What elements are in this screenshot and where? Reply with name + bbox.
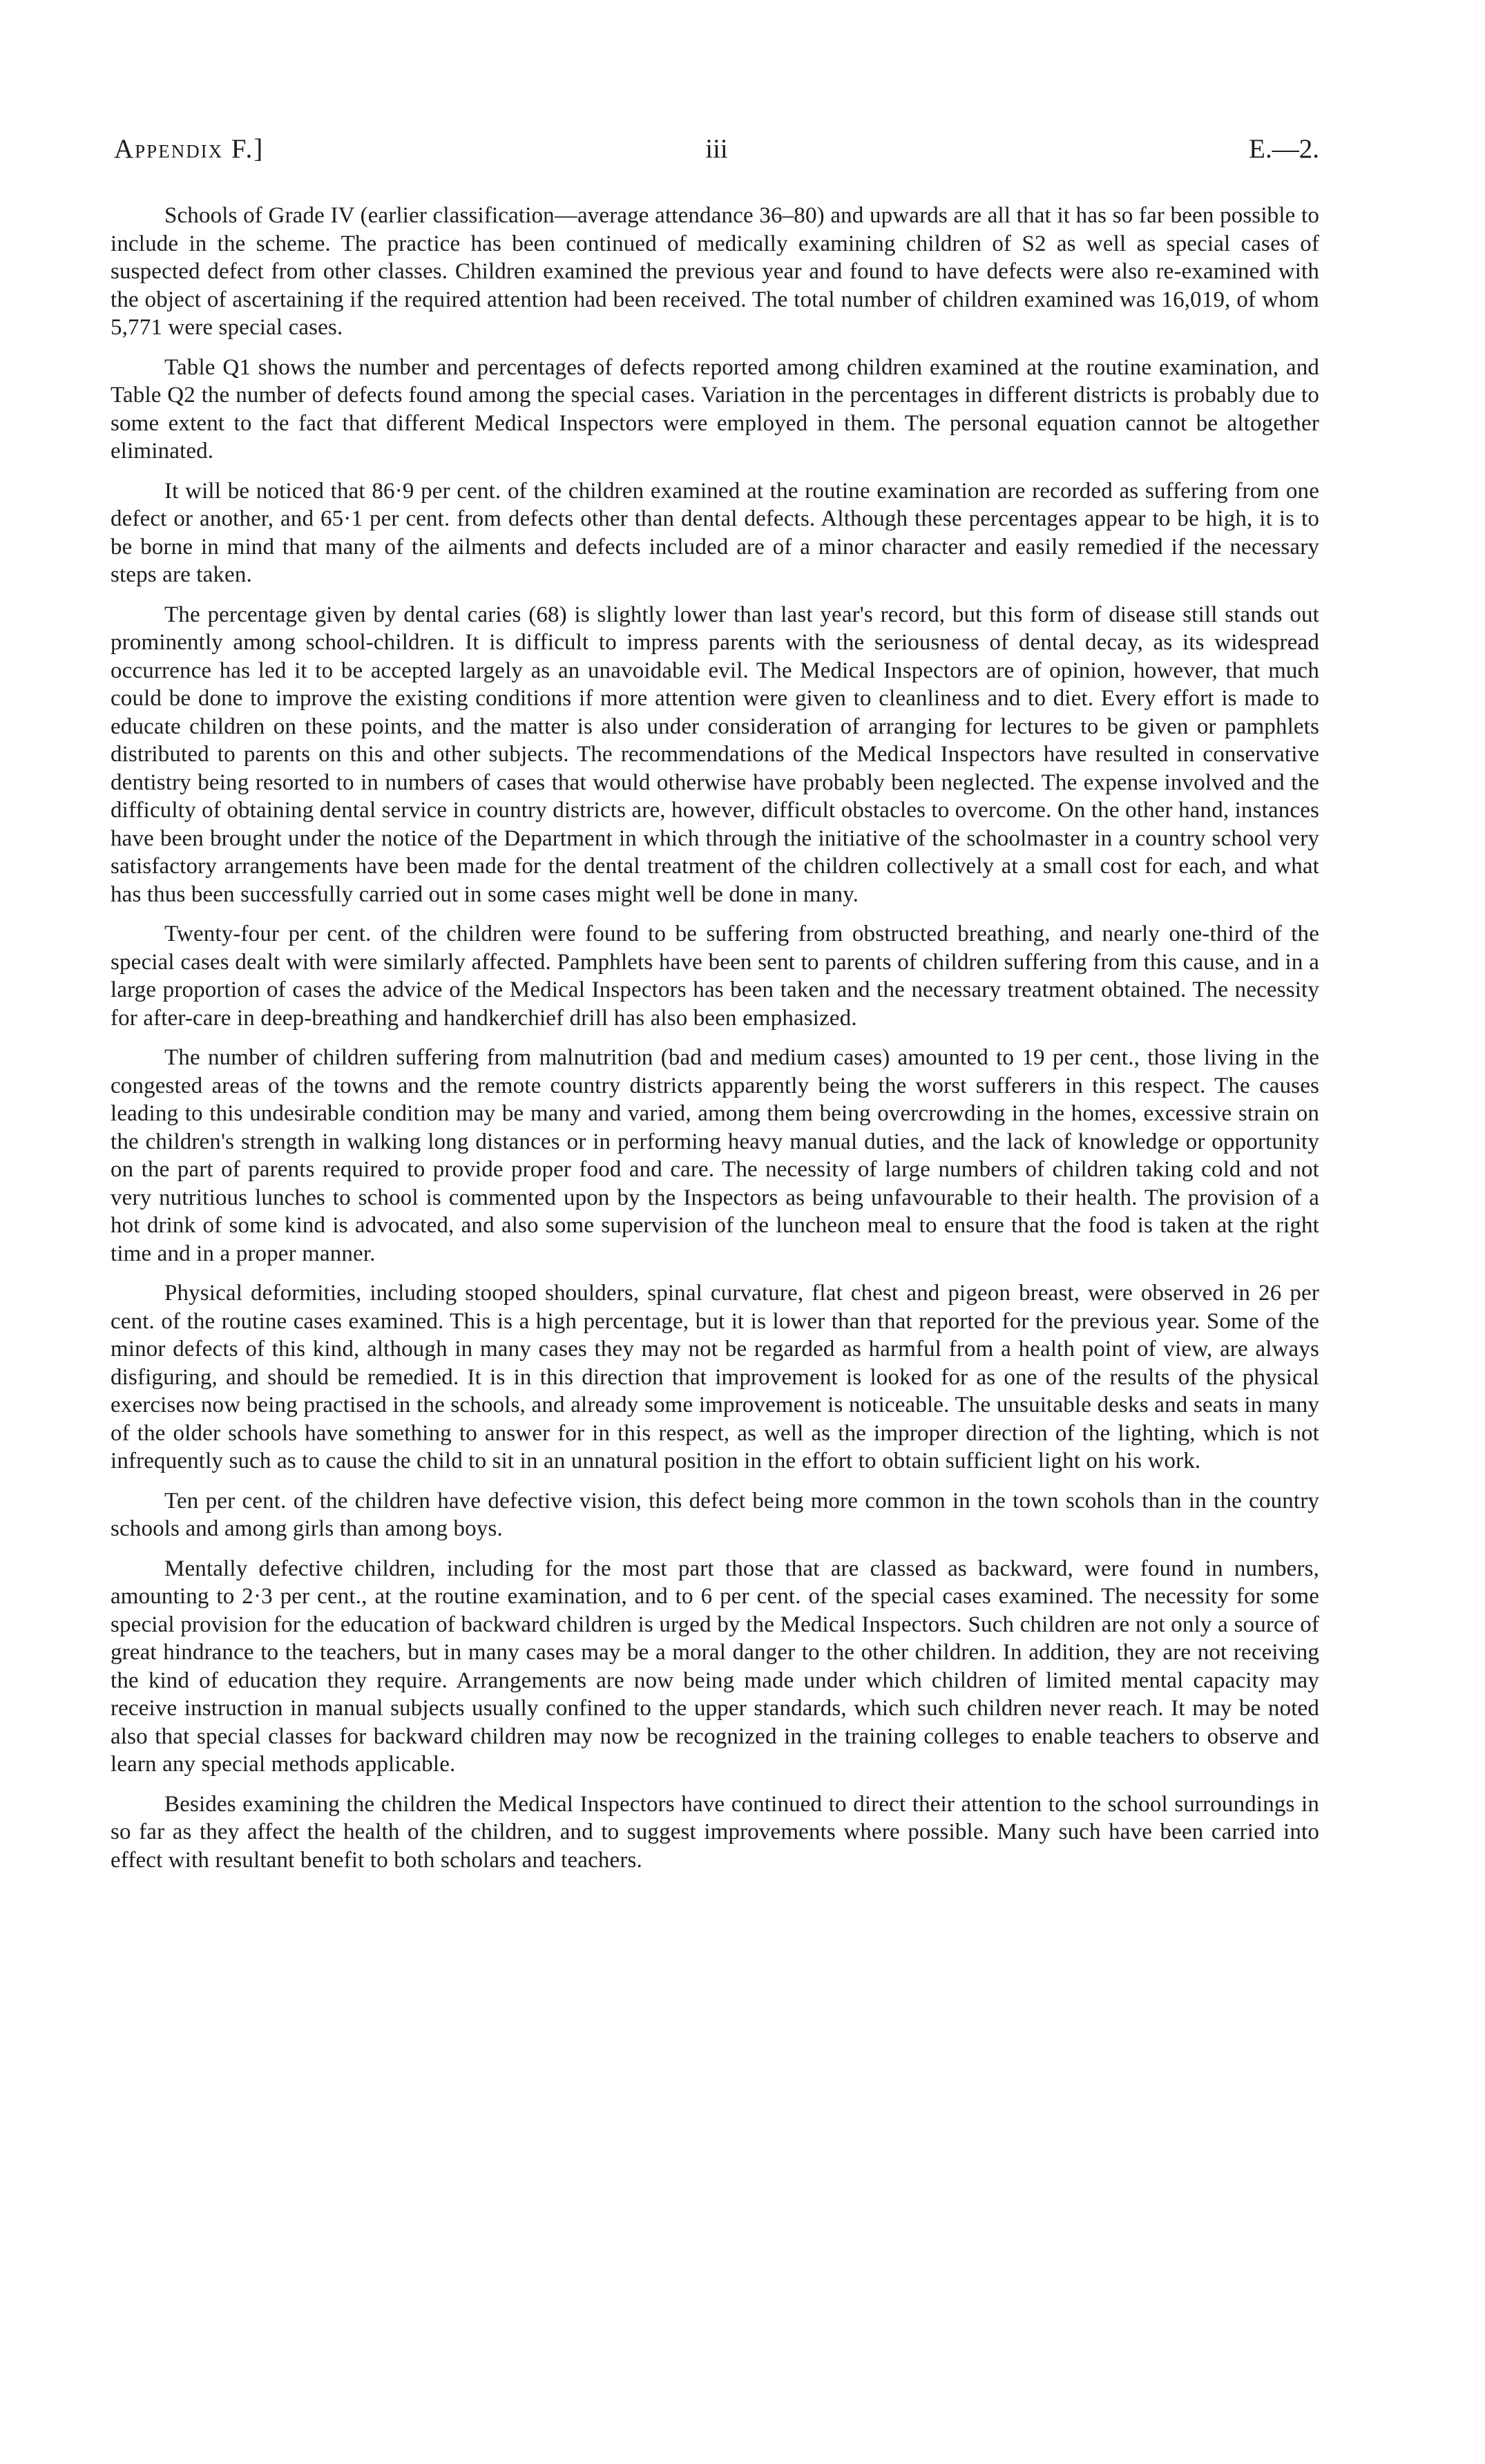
appendix-label: Appendix F.] (114, 134, 265, 164)
page-header (114, 128, 1319, 170)
page-number: iii (705, 134, 728, 164)
paragraph-obstructed-breathing: Twenty-four per cent. of the children were found to be suffering from obstructed breathing, and nearly one-third of the special cases dealt with were similarly affected. Pamphlets have been sent to parents of children suffering from this cause, and in a large proportion of cases the advice of the Medical Inspectors has been taken and the necessary treatment obtained. The necessity for after-care in deep-breathing and handkerchief drill has also been emphasized. (111, 921, 1319, 1031)
paragraph-defective-vision: Ten per cent. of the children have defective vision, this defect being more common in the town scohols than in the country schools and among girls than among boys. (111, 1488, 1319, 1541)
paragraph-malnutrition: The number of children suffering from malnutrition (bad and medium cases) amounted to 19 per cent., those living in the congested areas of the towns and the remote country districts apparently being the worst sufferers in this respect. The causes leading to this undesirable condition may be many and varied, among them being overcrowding in the homes, excessive strain on the children's strength in walking long distances or in performing heavy manual duties, and the lack of knowledge or opportunity on the part of parents required to provide proper food and care. The necessity of large numbers of children taking cold and not very nutritious lunches to school is commented upon by the Inspectors as being unfavourable to their health. The provision of a hot drink of some kind is advocated, and also some supervision of the luncheon meal to ensure that the food is taken at the right time and in a proper manner. (111, 1045, 1319, 1266)
paragraph-dental-caries: The percentage given by dental caries (68) is slightly lower than last year's record, but this form of disease still stands out prominently among school-children. It is difficult to impress parents with the seriousness of dental decay, as its widespread occurrence has led it to be accepted largely as an unavoidable evil. The Medical Inspectors are of opinion, however, that much could be done to improve the existing conditions if more attention were given to cleanliness and to diet. Every effort is made to educate children on these points, and the matter is also under consideration of arranging for lectures to be given or pamphlets distributed to parents on this and other subjects. The recommendations of the Medical Inspectors have resulted in conservative dentistry being resorted to in numbers of cases that would otherwise have probably been neglected. The expense involved and the difficulty of obtaining dental service in country districts are, however, difficult obstacles to overcome. On the other hand, instances have been brought under the notice of the Department in which through the initiative of the schoolmaster in a country school very satisfactory arrangements have been made for the dental treatment of the children collectively at a small cost for each, and what has thus been successfully carried out in some cases might well be done in many. (111, 602, 1319, 907)
paragraph-school-surroundings: Besides examining the children the Medical Inspectors have continued to direct their attention to the school surroundings in so far as they affect the health of the children, and to suggest improvements where possible. Many such have been carried into effect with resultant benefit to both scholars and teachers. (111, 1791, 1319, 1873)
report-code: E.—2. (1249, 134, 1319, 164)
paragraph-schools-grade: Schools of Grade IV (earlier classification—average attendance 36–80) and upwards are all that it has so far been possible to include in the scheme. The practice has been continued of medically examining children of S2 as well as special cases of suspected defect from other classes. Children examined the previous year and found to have defects were also re-examined with the object of ascertaining if the required attention had been received. The total number of children examined was 16,019, of whom 5,771 were special cases. (111, 203, 1319, 340)
paragraph-tables-q1-q2: Table Q1 shows the number and percentages of defects reported among children examined at the routine examination, and Table Q2 the number of defects found among the special cases. Variation in the percentages in different districts is probably due to some extent to the fact that different Medical Inspectors were employed in them. The personal equation cannot be altogether eliminated. (111, 354, 1319, 464)
body-text (111, 202, 1319, 1886)
paragraph-defect-percentages: It will be noticed that 86·9 per cent. of the children examined at the routine examination are recorded as suffering from one defect or another, and 65·1 per cent. from defects other than dental defects. Although these percentages appear to be high, it is to be borne in mind that many of the ailments and defects included are of a minor character and easily remedied if the necessary steps are taken. (111, 478, 1319, 587)
paragraph-mentally-defective: Mentally defective children, including for the most part those that are classed as backward, were found in numbers, amounting to 2·3 per cent., at the routine examination, and to 6 per cent. of the special cases examined. The necessity for some special provision for the education of backward children is urged by the Medical Inspectors. Such children are not only a source of great hindrance to the teachers, but in many cases may be a moral danger to the other children. In addition, they are not receiving the kind of education they require. Arrangements are now being made under which children of limited mental capacity may receive instruction in manual subjects usually confined to the upper standards, which such children never reach. It may be noted also that special classes for backward children may now be recognized in the training colleges to enable teachers to observe and learn any special methods applicable. (111, 1556, 1319, 1777)
paragraph-physical-deformities: Physical deformities, including stooped shoulders, spinal curvature, flat chest and pigeon breast, were observed in 26 per cent. of the routine cases examined. This is a high percentage, but it is lower than that reported for the previous year. Some of the minor defects of this kind, although in many cases they may not be regarded as harmful from a health point of view, are always disfiguring, and should be remedied. It is in this direction that improvement is looked for as one of the results of the physical exercises now being practised in the schools, and already some improvement is noticeable. The unsuitable desks and seats in many of the older schools have something to answer for in this respect, as well as the improper direction of the lighting, which is not infrequently such as to cause the child to sit in an unnatural position in the effort to obtain sufficient light on his work. (111, 1281, 1319, 1473)
